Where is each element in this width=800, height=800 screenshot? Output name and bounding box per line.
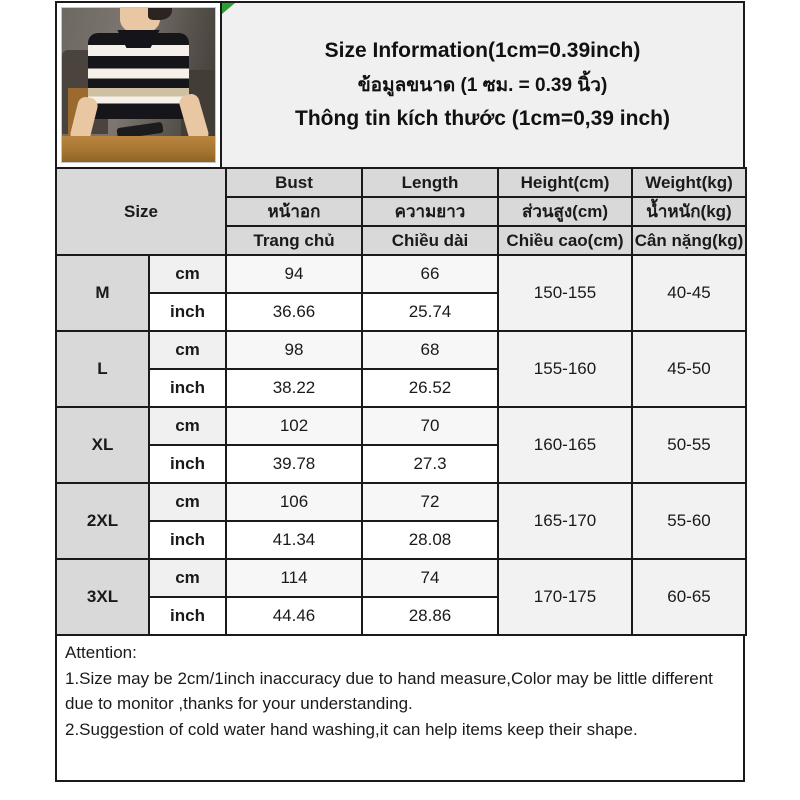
size-corner-label: Size — [56, 168, 226, 255]
xl-bust-inch: 39.78 — [226, 445, 362, 483]
xl-height-range: 160-165 — [498, 407, 632, 483]
header-weight-en: Weight(kg) — [632, 168, 746, 197]
3xl-bust-cm: 114 — [226, 559, 362, 597]
unit-cm-label: cm — [149, 331, 226, 369]
xl-weight-range: 50-55 — [632, 407, 746, 483]
header-length-en: Length — [362, 168, 498, 197]
2xl-height-range: 165-170 — [498, 483, 632, 559]
m-bust-inch: 36.66 — [226, 293, 362, 331]
unit-inch-label: inch — [149, 445, 226, 483]
2xl-bust-inch: 41.34 — [226, 521, 362, 559]
header-length-vi: Chiều dài — [362, 226, 498, 255]
2xl-length-cm: 72 — [362, 483, 498, 521]
unit-cm-label: cm — [149, 255, 226, 293]
header-bust-th: หน้าอก — [226, 197, 362, 226]
m-length-inch: 25.74 — [362, 293, 498, 331]
m-height-range: 150-155 — [498, 255, 632, 331]
size-label-xl: XL — [56, 407, 149, 483]
title-english: Size Information(1cm=0.39inch) — [324, 39, 641, 62]
wooden-table — [62, 136, 215, 162]
table-row-m-cm — [56, 255, 746, 293]
2xl-length-inch: 28.08 — [362, 521, 498, 559]
table-row-2xl-cm — [56, 483, 746, 521]
l-weight-range: 45-50 — [632, 331, 746, 407]
header-height-vi: Chiều cao(cm) — [498, 226, 632, 255]
attention-title: Attention: — [65, 643, 137, 662]
3xl-bust-inch: 44.46 — [226, 597, 362, 635]
header-weight-vi: Cân nặng(kg) — [632, 226, 746, 255]
3xl-weight-range: 60-65 — [632, 559, 746, 635]
product-photo — [55, 1, 222, 169]
size-label-2xl: 2XL — [56, 483, 149, 559]
header-bust-en: Bust — [226, 168, 362, 197]
title-panel — [222, 1, 745, 169]
unit-cm-label: cm — [149, 483, 226, 521]
xl-length-cm: 70 — [362, 407, 498, 445]
table-row-3xl-cm — [56, 559, 746, 597]
size-chart-sheet — [55, 0, 745, 782]
unit-inch-label: inch — [149, 597, 226, 635]
unit-inch-label: inch — [149, 369, 226, 407]
size-label-3xl: 3XL — [56, 559, 149, 635]
attention-line-2: 2.Suggestion of cold water hand washing,it can help items keep their shape. — [65, 719, 638, 739]
model-hair — [148, 7, 172, 20]
attention-note — [55, 634, 745, 782]
header-bust-vi: Trang chủ — [226, 226, 362, 255]
2xl-bust-cm: 106 — [226, 483, 362, 521]
header-row-english — [56, 168, 746, 197]
3xl-length-cm: 74 — [362, 559, 498, 597]
unit-inch-label: inch — [149, 293, 226, 331]
attention-line-1: 1.Size may be 2cm/1inch inaccuracy due to hand measure,Color may be little different due to monitor ,thanks for your understanding. — [65, 668, 713, 713]
l-height-range: 155-160 — [498, 331, 632, 407]
l-length-inch: 26.52 — [362, 369, 498, 407]
m-weight-range: 40-45 — [632, 255, 746, 331]
xl-length-inch: 27.3 — [362, 445, 498, 483]
unit-inch-label: inch — [149, 521, 226, 559]
green-corner-marker — [222, 3, 235, 14]
table-row-xl-cm — [56, 407, 746, 445]
2xl-weight-range: 55-60 — [632, 483, 746, 559]
header-length-th: ความยาว — [362, 197, 498, 226]
3xl-height-range: 170-175 — [498, 559, 632, 635]
header-weight-th: น้ำหนัก(kg) — [632, 197, 746, 226]
table-row-l-cm — [56, 331, 746, 369]
l-bust-inch: 38.22 — [226, 369, 362, 407]
size-label-l: L — [56, 331, 149, 407]
unit-cm-label: cm — [149, 407, 226, 445]
3xl-length-inch: 28.86 — [362, 597, 498, 635]
header-height-th: ส่วนสูง(cm) — [498, 197, 632, 226]
top-section — [55, 1, 745, 169]
header-height-en: Height(cm) — [498, 168, 632, 197]
m-bust-cm: 94 — [226, 255, 362, 293]
size-table — [55, 167, 747, 636]
m-length-cm: 66 — [362, 255, 498, 293]
l-bust-cm: 98 — [226, 331, 362, 369]
unit-cm-label: cm — [149, 559, 226, 597]
title-thai: ข้อมูลขนาด (1 ซม. = 0.39 นิ้ว) — [357, 75, 608, 96]
xl-bust-cm: 102 — [226, 407, 362, 445]
title-vietnamese: Thông tin kích thước (1cm=0,39 inch) — [295, 107, 670, 130]
photo-scene — [61, 7, 216, 163]
l-length-cm: 68 — [362, 331, 498, 369]
size-label-m: M — [56, 255, 149, 331]
